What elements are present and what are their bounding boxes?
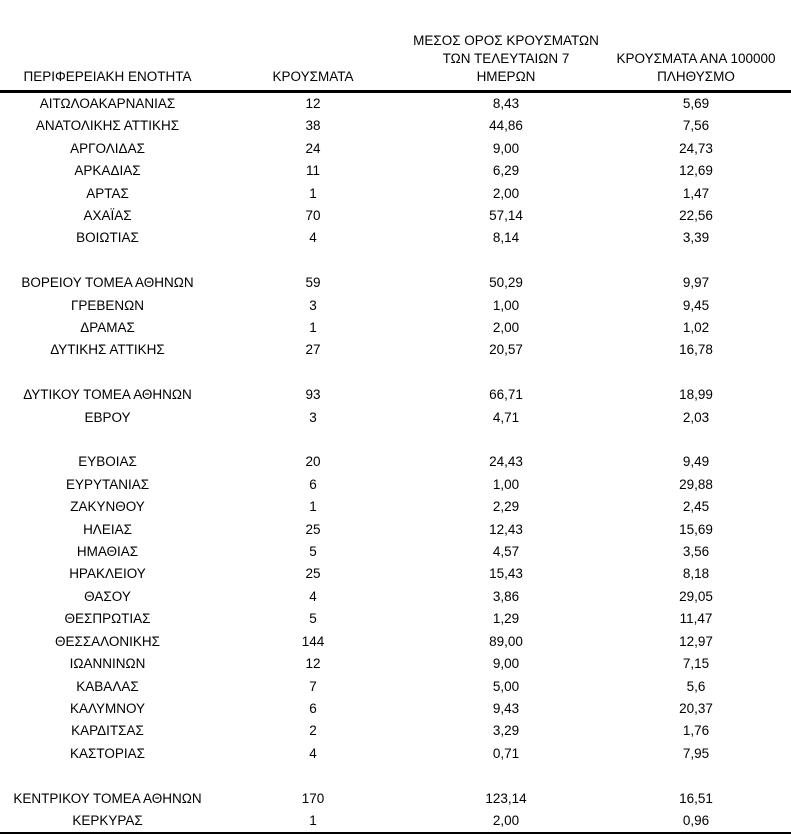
cases-cell (215, 429, 411, 451)
region-cell: ΑΝΑΤΟΛΙΚΗΣ ΑΤΤΙΚΗΣ (35, 118, 180, 134)
cases-cell: 25 (305, 521, 321, 537)
cases-cell: 1 (309, 320, 317, 336)
table-header (0, 0, 791, 92)
avg7-cell: 57,14 (489, 208, 523, 224)
avg7-cell: 1,29 (492, 611, 520, 627)
avg7-cell: 89,00 (489, 633, 523, 649)
avg7-cell: 8,43 (492, 96, 520, 111)
avg7-cell (411, 429, 601, 451)
per100k-cell (601, 765, 791, 787)
cases-cell: 5 (309, 544, 317, 560)
cases-cell: 70 (305, 208, 321, 224)
region-cell (0, 429, 215, 451)
per100k-cell: 1,76 (682, 723, 710, 739)
cases-cell: 6 (309, 700, 317, 716)
cases-cell: 27 (305, 342, 321, 358)
region-cell: ΑΡΚΑΔΙΑΣ (74, 163, 141, 179)
per100k-cell: 22,56 (679, 208, 713, 224)
region-cell: ΒΟΙΩΤΙΑΣ (76, 230, 139, 246)
avg7-cell: 2,00 (492, 812, 520, 828)
region-cell: ΗΜΑΘΙΑΣ (76, 544, 139, 560)
avg7-cell: 3,29 (492, 723, 520, 739)
region-cell: ΗΛΕΙΑΣ (83, 521, 132, 537)
table-row-blank (0, 250, 791, 272)
avg7-cell: 1,00 (492, 476, 520, 492)
avg7-cell: 66,71 (489, 387, 523, 403)
avg7-cell: 2,00 (492, 320, 520, 336)
header-line: ΚΡΟΥΣΜΑΤΑ ΑΝΑ 100000 (616, 51, 776, 66)
cases-cell: 12 (305, 96, 321, 111)
table-row-blank (0, 362, 791, 384)
region-cell (0, 765, 215, 787)
region-cell: ΓΡΕΒΕΝΩΝ (70, 297, 145, 313)
cases-cell (215, 250, 411, 272)
region-cell: ΘΑΣΟΥ (84, 588, 131, 604)
avg7-cell: 1,00 (492, 297, 520, 313)
avg7-cell: 0,71 (492, 745, 520, 761)
region-cell (0, 250, 215, 272)
cases-cell: 3 (309, 409, 317, 425)
table-row (0, 496, 791, 518)
per100k-cell (601, 362, 791, 384)
per100k-cell (601, 429, 791, 451)
per100k-cell: 7,56 (682, 118, 710, 134)
table-row (0, 384, 791, 406)
avg7-cell: 6,29 (492, 163, 520, 179)
per100k-cell: 7,15 (682, 656, 710, 672)
cases-cell: 24 (305, 140, 321, 156)
region-cell: ΚΕΡΚΥΡΑΣ (72, 812, 143, 828)
column-header-per100k (601, 0, 791, 92)
table-row (0, 743, 791, 765)
table-row (0, 698, 791, 720)
table-row (0, 339, 791, 361)
per100k-cell: 16,51 (679, 790, 713, 806)
cases-cell: 1 (309, 812, 317, 828)
table-row (0, 676, 791, 698)
cases-cell: 170 (301, 790, 325, 806)
avg7-cell (411, 250, 601, 272)
region-cell: ΔΥΤΙΚΗΣ ΑΤΤΙΚΗΣ (50, 342, 165, 358)
header-line: ΤΩΝ ΤΕΛΕΥΤΑΙΩΝ 7 (442, 51, 570, 66)
table-row (0, 272, 791, 294)
table-row (0, 205, 791, 227)
table-row (0, 115, 791, 137)
region-cell: ΚΑΣΤΟΡΙΑΣ (70, 745, 145, 761)
cases-cell: 4 (309, 745, 317, 761)
table-row (0, 227, 791, 249)
cases-cell (215, 765, 411, 787)
per100k-cell: 8,18 (682, 566, 710, 582)
avg7-cell: 3,86 (492, 588, 520, 604)
region-cell: ΑΙΤΩΛΟΑΚΑΡΝΑΝΙΑΣ (39, 96, 176, 111)
cases-cell: 1 (309, 499, 317, 515)
cases-cell: 25 (305, 566, 321, 582)
avg7-cell: 4,71 (492, 409, 520, 425)
cases-cell: 20 (305, 454, 321, 470)
table-row-blank (0, 765, 791, 787)
cases-cell: 7 (309, 678, 317, 694)
avg7-cell: 9,00 (492, 140, 520, 156)
avg7-cell: 4,57 (492, 544, 520, 560)
table-row (0, 608, 791, 630)
per100k-cell: 1,02 (682, 320, 710, 336)
cases-cell: 4 (309, 588, 317, 604)
region-cell: ΔΥΤΙΚΟΥ ΤΟΜΕΑ ΑΘΗΝΩΝ (23, 387, 192, 403)
region-cell: ΒΟΡΕΙΟΥ ΤΟΜΕΑ ΑΘΗΝΩΝ (21, 275, 194, 291)
per100k-cell: 18,99 (679, 387, 713, 403)
table-row (0, 407, 791, 429)
region-cell: ΚΑΡΔΙΤΣΑΣ (71, 723, 144, 739)
header-line: ΚΡΟΥΣΜΑΤΑ (272, 69, 354, 84)
table-row (0, 317, 791, 339)
table-row (0, 183, 791, 205)
avg7-cell: 20,57 (489, 342, 523, 358)
region-cell: ΗΡΑΚΛΕΙΟΥ (69, 566, 146, 582)
cases-cell: 93 (305, 387, 321, 403)
avg7-cell: 12,43 (489, 521, 523, 537)
column-header-cases (215, 0, 411, 92)
column-header-region (0, 0, 215, 92)
cases-cell: 1 (309, 185, 317, 201)
avg7-cell: 24,43 (489, 454, 523, 470)
per100k-cell: 24,73 (679, 140, 713, 156)
table-row (0, 92, 791, 116)
region-cell: ΕΥΒΟΙΑΣ (78, 454, 137, 470)
region-cell: ΔΡΑΜΑΣ (80, 320, 135, 336)
cases-cell: 38 (305, 118, 321, 134)
avg7-cell: 2,29 (492, 499, 520, 515)
table-row (0, 541, 791, 563)
header-row (0, 0, 791, 92)
table-row (0, 586, 791, 608)
table-row (0, 160, 791, 182)
avg7-cell: 44,86 (489, 118, 523, 134)
per100k-cell: 9,97 (682, 275, 710, 291)
cases-cell: 11 (305, 163, 320, 179)
region-cell: ΚΑΒΑΛΑΣ (76, 678, 139, 694)
per100k-cell: 7,95 (682, 745, 710, 761)
cases-cell: 59 (305, 275, 321, 291)
avg7-cell: 15,43 (489, 566, 523, 582)
header-line: ΠΛΗΘΥΣΜΟ (657, 69, 735, 84)
avg7-cell: 9,00 (492, 656, 520, 672)
region-cell: ΑΡΤΑΣ (86, 185, 129, 201)
header-line: ΜΕΣΟΣ ΟΡΟΣ ΚΡΟΥΣΜΑΤΩΝ (413, 33, 599, 48)
header-line: ΗΜΕΡΩΝ (476, 69, 536, 84)
avg7-cell: 50,29 (489, 275, 523, 291)
per100k-cell: 9,49 (682, 454, 710, 470)
table-body (0, 92, 791, 834)
per100k-cell: 9,45 (682, 297, 710, 313)
region-cell: ΚΑΛΥΜΝΟΥ (69, 700, 146, 716)
cases-cell: 5 (309, 611, 317, 627)
per100k-cell: 0,96 (682, 812, 710, 828)
per100k-cell: 3,56 (682, 544, 710, 560)
column-header-avg7 (411, 0, 601, 92)
avg7-cell (411, 765, 601, 787)
region-cell: ΑΡΓΟΛΙΔΑΣ (70, 140, 145, 156)
region-cell: ΖΑΚΥΝΘΟΥ (70, 499, 145, 515)
region-cell: ΑΧΑΪΑΣ (83, 208, 132, 224)
table-row (0, 631, 791, 653)
table-row (0, 138, 791, 160)
per100k-cell: 12,97 (679, 633, 713, 649)
per100k-cell: 20,37 (679, 700, 713, 716)
region-cell: ΕΥΡΥΤΑΝΙΑΣ (65, 476, 150, 492)
table-row (0, 810, 791, 834)
per100k-cell: 1,47 (682, 185, 710, 201)
table-row (0, 519, 791, 541)
per100k-cell: 5,6 (686, 678, 706, 694)
per100k-cell: 11,47 (679, 611, 713, 627)
region-cell: ΚΕΝΤΡΙΚΟΥ ΤΟΜΕΑ ΑΘΗΝΩΝ (13, 790, 202, 806)
avg7-cell: 8,14 (492, 230, 520, 246)
per100k-cell: 16,78 (679, 342, 713, 358)
per100k-cell (601, 250, 791, 272)
per100k-cell: 15,69 (679, 521, 713, 537)
avg7-cell: 5,00 (492, 678, 520, 694)
cases-cell: 4 (309, 230, 317, 246)
table-row (0, 653, 791, 675)
cases-cell: 6 (309, 476, 317, 492)
table-row (0, 788, 791, 810)
table-row (0, 295, 791, 317)
per100k-cell: 12,69 (679, 163, 713, 179)
table-row (0, 474, 791, 496)
avg7-cell (411, 362, 601, 384)
region-cell: ΙΩΑΝΝΙΝΩΝ (69, 656, 146, 672)
region-cell: ΘΕΣΠΡΩΤΙΑΣ (64, 611, 151, 627)
cases-cell: 2 (309, 723, 317, 739)
per100k-cell: 5,69 (682, 96, 710, 111)
cases-cell: 3 (309, 297, 317, 313)
table-row (0, 563, 791, 585)
cases-cell: 144 (301, 633, 325, 649)
table-row-blank (0, 429, 791, 451)
avg7-cell: 2,00 (492, 185, 520, 201)
cases-cell: 12 (305, 656, 321, 672)
region-cell (0, 362, 215, 384)
region-cell: ΘΕΣΣΑΛΟΝΙΚΗΣ (54, 633, 161, 649)
avg7-cell: 9,43 (492, 700, 520, 716)
per100k-cell: 2,03 (682, 409, 710, 425)
per100k-cell: 29,05 (679, 588, 713, 604)
region-cell: ΕΒΡΟΥ (84, 409, 131, 425)
per100k-cell: 2,45 (682, 499, 710, 515)
avg7-cell: 123,14 (485, 790, 527, 806)
per100k-cell: 3,39 (682, 230, 710, 246)
table-row (0, 451, 791, 473)
per100k-cell: 29,88 (679, 476, 713, 492)
cases-cell (215, 362, 411, 384)
table-row (0, 720, 791, 742)
header-line: ΠΕΡΙΦΕΡΕΙΑΚΗ ΕΝΟΤΗΤΑ (23, 69, 192, 84)
